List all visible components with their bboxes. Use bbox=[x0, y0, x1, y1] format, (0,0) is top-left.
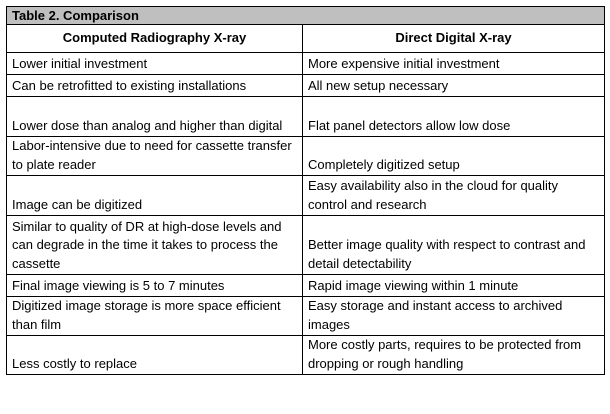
table-row bbox=[7, 297, 605, 336]
table-cell-cr: Final image viewing is 5 to 7 minutes bbox=[7, 275, 303, 297]
table-row bbox=[7, 275, 605, 297]
table-title: Table 2. Comparison bbox=[7, 7, 605, 25]
table-cell-dr: Completely digitized setup bbox=[303, 137, 605, 176]
column-header-computed-radiography: Computed Radiography X-ray bbox=[7, 25, 303, 53]
table-row bbox=[7, 216, 605, 275]
table-cell-dr: All new setup necessary bbox=[303, 75, 605, 97]
comparison-table bbox=[6, 6, 605, 375]
comparison-table-container bbox=[6, 6, 604, 375]
table-cell-dr: Better image quality with respect to contrast and detail detectability bbox=[303, 216, 605, 275]
table-row bbox=[7, 336, 605, 375]
table-cell-dr: Rapid image viewing within 1 minute bbox=[303, 275, 605, 297]
table-cell-cr: Can be retrofitted to existing installations bbox=[7, 75, 303, 97]
table-cell-cr: Lower dose than analog and higher than digital bbox=[7, 97, 303, 137]
table-cell-dr: Easy storage and instant access to archived images bbox=[303, 297, 605, 336]
table-cell-cr: Similar to quality of DR at high-dose levels and can degrade in the time it takes to process the cassette bbox=[7, 216, 303, 275]
table-cell-cr: Labor-intensive due to need for cassette transfer to plate reader bbox=[7, 137, 303, 176]
table-cell-cr: Lower initial investment bbox=[7, 53, 303, 75]
table-cell-dr: More costly parts, requires to be protected from dropping or rough handling bbox=[303, 336, 605, 375]
table-cell-dr: Easy availability also in the cloud for quality control and research bbox=[303, 176, 605, 216]
table-row bbox=[7, 75, 605, 97]
table-row bbox=[7, 137, 605, 176]
table-row bbox=[7, 97, 605, 137]
table-row bbox=[7, 176, 605, 216]
table-cell-dr: Flat panel detectors allow low dose bbox=[303, 97, 605, 137]
table-row bbox=[7, 53, 605, 75]
table-cell-dr: More expensive initial investment bbox=[303, 53, 605, 75]
table-title-row bbox=[7, 7, 605, 25]
table-cell-cr: Image can be digitized bbox=[7, 176, 303, 216]
table-cell-cr: Less costly to replace bbox=[7, 336, 303, 375]
column-header-direct-digital: Direct Digital X-ray bbox=[303, 25, 605, 53]
table-header-row bbox=[7, 25, 605, 53]
table-cell-cr: Digitized image storage is more space efficient than film bbox=[7, 297, 303, 336]
